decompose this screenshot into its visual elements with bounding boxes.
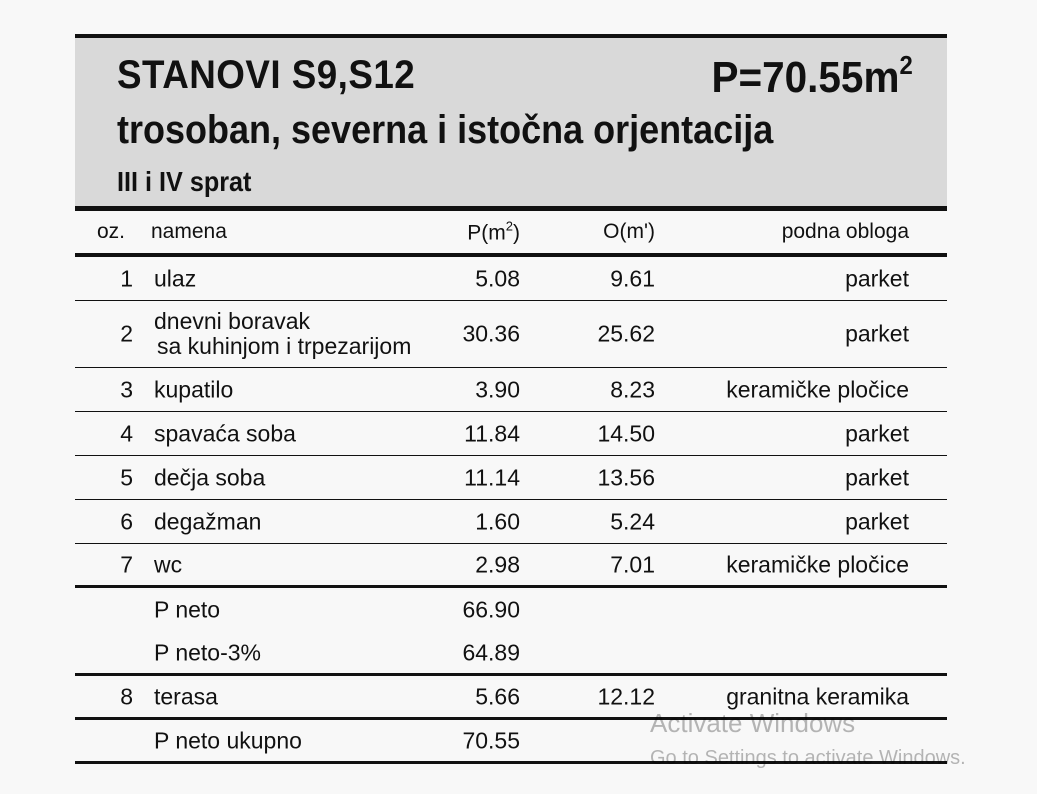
row-name: degažman (154, 508, 262, 534)
row-name (154, 309, 411, 359)
row-flooring: parket (845, 464, 909, 490)
row-name: ulaz (154, 265, 197, 291)
row-no: 1 (120, 265, 133, 291)
col-header-area-exponent: 2 (505, 218, 513, 234)
row-perimeter: 14.50 (597, 420, 655, 446)
table-row (75, 412, 947, 456)
row-name: wc (154, 551, 183, 577)
total-area-value: P=70.55m (711, 53, 900, 102)
apartment-subtitle: trosoban, severna i istočna orjentacija (117, 108, 774, 152)
row-name: spavaća soba (154, 420, 296, 446)
row-flooring: granitna keramika (726, 683, 909, 709)
col-header-area (415, 219, 520, 246)
row-perimeter: 9.61 (610, 265, 655, 291)
row-perimeter: 25.62 (597, 320, 655, 347)
row-flooring: parket (845, 508, 909, 534)
row-perimeter: 12.12 (597, 683, 655, 709)
col-header-flooring: podna obloga (781, 220, 909, 243)
row-name: terasa (154, 683, 218, 709)
row-flooring: keramičke pločice (726, 376, 909, 402)
row-no: 6 (120, 508, 133, 534)
row-flooring: parket (845, 320, 909, 347)
row-flooring: parket (845, 265, 909, 291)
row-no: 2 (120, 320, 133, 347)
apartment-title: STANOVI S9,S12 (117, 53, 416, 97)
net-area-minus3-row (75, 632, 947, 676)
net-area-minus3-label: P neto-3% (154, 639, 261, 665)
row-no: 8 (120, 683, 133, 709)
net-area-row (75, 588, 947, 632)
table-row (75, 456, 947, 500)
row-area: 1.60 (475, 508, 520, 534)
sheet-header (75, 34, 947, 211)
table-header-row (75, 211, 947, 257)
row-area: 5.66 (475, 683, 520, 709)
row-name-line2: sa kuhinjom i trpezarijom (157, 333, 412, 359)
row-perimeter: 13.56 (597, 464, 655, 490)
row-area: 30.36 (462, 320, 520, 347)
table-row (75, 500, 947, 544)
total-area (712, 50, 913, 103)
col-header-area-prefix: P(m (467, 221, 506, 245)
row-flooring: parket (845, 420, 909, 446)
total-area-unit-exponent: 2 (899, 50, 913, 80)
activate-windows-watermark-text: Go to Settings to activate Windows. (650, 747, 966, 769)
col-header-area-suffix: ) (513, 221, 520, 245)
row-area: 11.14 (464, 464, 520, 490)
row-name-line1: dnevni boravak (154, 308, 310, 334)
row-no: 5 (120, 464, 133, 490)
total-net-value: 70.55 (462, 727, 520, 753)
row-perimeter: 8.23 (610, 376, 655, 402)
floor-label: III i IV sprat (117, 166, 252, 197)
net-area-value: 66.90 (462, 596, 520, 623)
col-header-no: oz. (97, 220, 126, 243)
net-area-minus3-value: 64.89 (462, 639, 520, 665)
row-no: 4 (120, 420, 133, 446)
table-row (75, 301, 947, 368)
row-name: kupatilo (154, 376, 234, 402)
row-area: 11.84 (464, 420, 520, 446)
row-no: 3 (120, 376, 133, 402)
row-no: 7 (120, 551, 133, 577)
table-row (75, 257, 947, 301)
col-header-name: namena (151, 220, 227, 243)
row-name: dečja soba (154, 464, 266, 490)
net-area-label: P neto (154, 596, 221, 623)
table-row (75, 544, 947, 588)
activate-windows-watermark-title: Activate Windows (650, 708, 856, 738)
total-net-label: P neto ukupno (154, 727, 302, 753)
row-area: 5.08 (475, 265, 520, 291)
row-area: 3.90 (475, 376, 520, 402)
row-perimeter: 7.01 (610, 551, 655, 577)
row-perimeter: 5.24 (610, 508, 655, 534)
apartment-spec-sheet (75, 34, 947, 764)
row-area: 2.98 (475, 551, 520, 577)
row-flooring: keramičke pločice (726, 551, 909, 577)
table-row (75, 368, 947, 412)
col-header-perimeter: O(m') (603, 220, 655, 243)
